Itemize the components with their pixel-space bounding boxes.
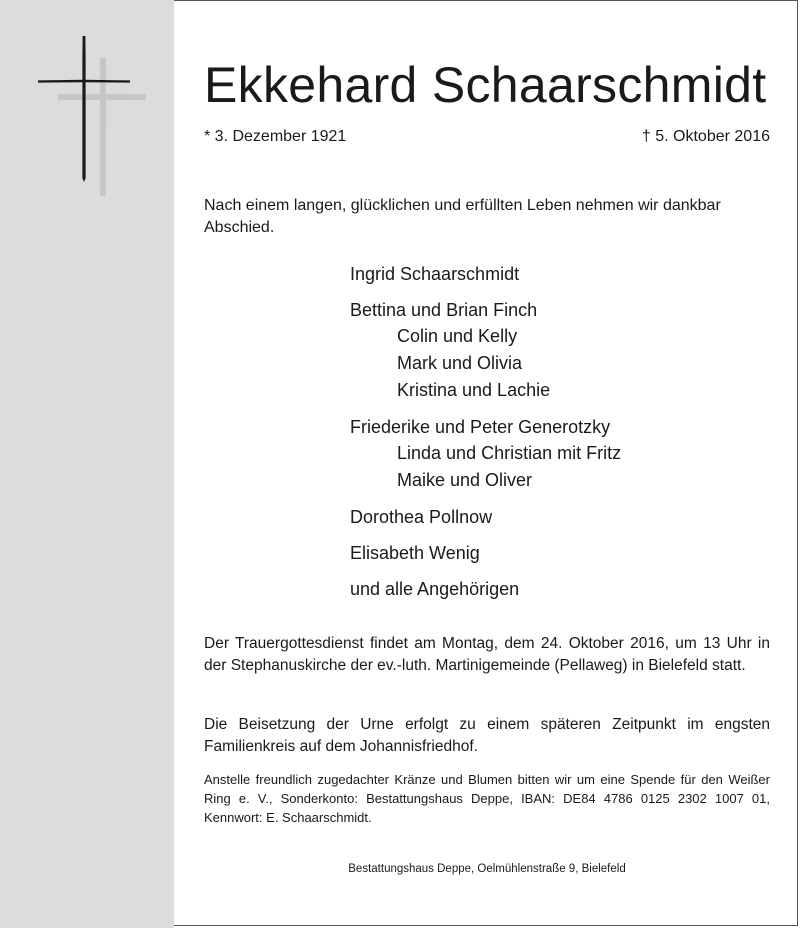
mourner-child: Mark und Olivia (397, 353, 523, 373)
mourner: Bettina und Brian Finch (350, 300, 538, 320)
mourners-list (350, 261, 770, 602)
donation-info: Anstelle freundlich zugedachter Kränze und Blumen bitten wir um eine Spende für den Weißer Ring e. V., Sonderkonto: Bestattungshaus Deppe, IBAN: DE84 4786 0125 2302 1007 01, Kennwort: E. Schaarschmidt. (204, 772, 770, 825)
mourner: Dorothea Pollnow (350, 507, 493, 527)
service-info: Der Trauergottesdienst findet am Montag, dem 24. Oktober 2016, um 13 Uhr in der Stephanuskirche der ev.-luth. Martinigemeinde (Pellaweg) in Bielefeld statt. (204, 635, 770, 674)
funeral-home-footer: Bestattungshaus Deppe, Oelmühlenstraße 9, Bielefeld (348, 863, 626, 875)
death-date: † 5. Oktober 2016 (641, 128, 770, 145)
mourner-child: Kristina und Lachie (397, 380, 551, 400)
mourner-child: Linda und Christian mit Fritz (397, 443, 622, 463)
mourner-child: Maike und Oliver (397, 470, 533, 490)
mourner: und alle Angehörigen (350, 579, 520, 599)
mourner: Friederike und Peter Generotzky (350, 417, 611, 437)
deceased-name: Ekkehard Schaarschmidt (204, 57, 767, 113)
cross-icon (0, 0, 174, 220)
mourner: Elisabeth Wenig (350, 543, 480, 563)
burial-info: Die Beisetzung der Urne erfolgt zu einem späteren Zeitpunkt im engsten Familienkreis auf dem Johannisfriedhof. (204, 716, 770, 755)
mourner: Ingrid Schaarschmidt (350, 264, 520, 284)
sidebar-panel (0, 0, 174, 928)
mourner-child: Colin und Kelly (397, 326, 518, 346)
birth-date: * 3. Dezember 1921 (204, 128, 347, 145)
intro-text: Nach einem langen, glücklichen und erfüllten Leben nehmen wir dankbar Abschied. (204, 197, 721, 236)
